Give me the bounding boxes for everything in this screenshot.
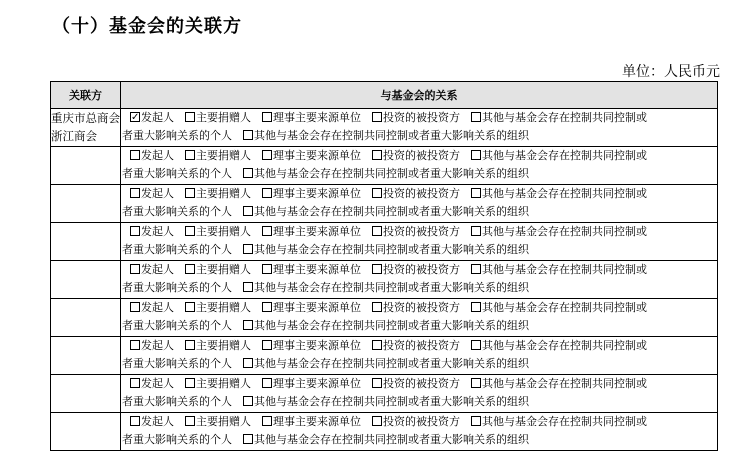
checkbox-other-organization[interactable]	[243, 244, 253, 254]
checkbox-investee[interactable]	[372, 226, 382, 236]
option-investee[interactable]	[372, 109, 460, 127]
option-label-other-organization: 其他与基金会存在控制共同控制或者重大影响关系的组织	[254, 243, 529, 256]
option-other-individual	[122, 431, 232, 449]
option-major-donor[interactable]	[185, 147, 251, 165]
checkbox-major-donor[interactable]	[185, 416, 195, 426]
option-label-major-donor: 主要捐赠人	[196, 149, 251, 162]
option-investee[interactable]	[372, 375, 460, 393]
option-investee[interactable]	[372, 299, 460, 317]
option-investee[interactable]	[372, 413, 460, 431]
option-other-organization[interactable]	[243, 165, 529, 183]
option-major-donor[interactable]	[185, 299, 251, 317]
option-label-other-organization: 其他与基金会存在控制共同控制或者重大影响关系的组织	[254, 129, 529, 142]
option-label-council-source-unit: 理事主要来源单位	[273, 415, 361, 428]
checkbox-investee[interactable]	[372, 264, 382, 274]
checkbox-founder[interactable]	[130, 226, 140, 236]
option-label-other-individual: 其他与基金会存在控制共同控制或	[482, 187, 647, 200]
related-party-name	[51, 299, 121, 337]
option-other-individual	[122, 393, 232, 411]
option-label-other-individual: 其他与基金会存在控制共同控制或	[482, 415, 647, 428]
option-label-major-donor: 主要捐赠人	[196, 187, 251, 200]
option-label-other-individual: 其他与基金会存在控制共同控制或	[482, 225, 647, 238]
option-label-investee: 投资的被投资方	[383, 187, 460, 200]
checkbox-other-individual[interactable]	[471, 340, 481, 350]
option-label-other-individual: 者重大影响关系的个人	[122, 243, 232, 256]
table-header-row	[51, 82, 718, 109]
option-label-founder: 发起人	[141, 377, 174, 390]
option-label-major-donor: 主要捐赠人	[196, 339, 251, 352]
option-other-organization[interactable]	[243, 317, 529, 335]
relationship-options	[121, 147, 718, 185]
unit-label: 单位：人民币元	[622, 64, 720, 80]
checkbox-investee[interactable]	[372, 150, 382, 160]
option-major-donor[interactable]	[185, 413, 251, 431]
option-other-individual[interactable]	[471, 337, 647, 355]
checkbox-council-source-unit[interactable]	[262, 378, 272, 388]
option-investee[interactable]	[372, 337, 460, 355]
checkbox-founder[interactable]	[130, 378, 140, 388]
option-label-other-individual: 者重大影响关系的个人	[122, 433, 232, 446]
option-label-investee: 投资的被投资方	[383, 263, 460, 276]
checkbox-other-organization[interactable]	[243, 434, 253, 444]
option-founder[interactable]	[130, 147, 174, 165]
checkbox-investee[interactable]	[372, 188, 382, 198]
table-row	[51, 109, 718, 147]
option-label-investee: 投资的被投资方	[383, 339, 460, 352]
related-party-name	[51, 375, 121, 413]
option-label-major-donor: 主要捐赠人	[196, 225, 251, 238]
option-council-source-unit[interactable]	[262, 185, 361, 203]
option-major-donor[interactable]	[185, 337, 251, 355]
option-investee[interactable]	[372, 223, 460, 241]
option-major-donor[interactable]	[185, 261, 251, 279]
option-label-major-donor: 主要捐赠人	[196, 263, 251, 276]
checkbox-other-organization[interactable]	[243, 282, 253, 292]
relationship-options	[121, 223, 718, 261]
option-other-individual[interactable]	[471, 261, 647, 279]
checkbox-founder[interactable]	[130, 416, 140, 426]
related-party-name	[51, 413, 121, 451]
option-label-council-source-unit: 理事主要来源单位	[273, 377, 361, 390]
option-founder[interactable]	[130, 337, 174, 355]
option-label-council-source-unit: 理事主要来源单位	[273, 111, 361, 124]
table-row	[51, 261, 718, 299]
checkbox-other-organization[interactable]	[243, 320, 253, 330]
option-label-council-source-unit: 理事主要来源单位	[273, 225, 361, 238]
checkbox-other-individual[interactable]	[471, 264, 481, 274]
option-other-organization[interactable]	[243, 355, 529, 373]
option-other-individual[interactable]	[471, 299, 647, 317]
checkbox-investee[interactable]	[372, 340, 382, 350]
checkbox-council-source-unit[interactable]	[262, 264, 272, 274]
option-other-individual[interactable]	[471, 147, 647, 165]
option-label-other-individual: 者重大影响关系的个人	[122, 281, 232, 294]
option-label-major-donor: 主要捐赠人	[196, 415, 251, 428]
option-label-founder: 发起人	[141, 111, 174, 124]
option-label-founder: 发起人	[141, 149, 174, 162]
option-other-individual[interactable]	[471, 375, 647, 393]
relationship-options	[121, 109, 718, 147]
checkbox-other-organization[interactable]	[243, 396, 253, 406]
related-party-name	[51, 223, 121, 261]
checkbox-major-donor[interactable]	[185, 188, 195, 198]
option-label-major-donor: 主要捐赠人	[196, 377, 251, 390]
option-other-individual	[122, 279, 232, 297]
option-label-other-individual: 其他与基金会存在控制共同控制或	[482, 339, 647, 352]
checkbox-founder[interactable]	[130, 340, 140, 350]
checkbox-other-organization[interactable]	[243, 206, 253, 216]
table-row	[51, 147, 718, 185]
checkbox-other-organization[interactable]	[243, 130, 253, 140]
option-major-donor[interactable]	[185, 375, 251, 393]
option-label-major-donor: 主要捐赠人	[196, 111, 251, 124]
option-other-organization[interactable]	[243, 241, 529, 259]
option-label-major-donor: 主要捐赠人	[196, 301, 251, 314]
option-label-other-individual: 其他与基金会存在控制共同控制或	[482, 377, 647, 390]
option-other-individual[interactable]	[471, 223, 647, 241]
relationship-options	[121, 299, 718, 337]
option-label-investee: 投资的被投资方	[383, 111, 460, 124]
option-founder[interactable]	[130, 261, 174, 279]
option-other-individual	[122, 317, 232, 335]
option-label-other-organization: 其他与基金会存在控制共同控制或者重大影响关系的组织	[254, 433, 529, 446]
checkbox-other-organization[interactable]	[243, 358, 253, 368]
checkbox-other-individual[interactable]	[471, 302, 481, 312]
related-party-name	[51, 147, 121, 185]
option-other-organization[interactable]	[243, 279, 529, 297]
relationship-options	[121, 375, 718, 413]
option-label-founder: 发起人	[141, 225, 174, 238]
option-label-founder: 发起人	[141, 339, 174, 352]
option-label-investee: 投资的被投资方	[383, 415, 460, 428]
option-council-source-unit[interactable]	[262, 147, 361, 165]
relationship-options	[121, 185, 718, 223]
option-label-council-source-unit: 理事主要来源单位	[273, 263, 361, 276]
option-founder[interactable]	[130, 413, 174, 431]
option-other-individual	[122, 127, 232, 145]
option-label-other-organization: 其他与基金会存在控制共同控制或者重大影响关系的组织	[254, 357, 529, 370]
checkbox-founder[interactable]: ✓	[131, 112, 140, 122]
option-founder[interactable]	[130, 299, 174, 317]
checkbox-other-individual[interactable]	[471, 112, 481, 122]
option-major-donor[interactable]	[185, 223, 251, 241]
checkbox-major-donor[interactable]	[185, 112, 195, 122]
checkbox-other-individual[interactable]	[471, 188, 481, 198]
checkbox-founder[interactable]	[130, 188, 140, 198]
option-other-organization[interactable]	[243, 203, 529, 221]
checkbox-other-individual[interactable]	[471, 378, 481, 388]
option-label-other-individual: 其他与基金会存在控制共同控制或	[482, 149, 647, 162]
checkbox-major-donor[interactable]	[185, 226, 195, 236]
option-label-founder: 发起人	[141, 263, 174, 276]
option-council-source-unit[interactable]	[262, 413, 361, 431]
option-label-council-source-unit: 理事主要来源单位	[273, 187, 361, 200]
checkbox-founder[interactable]	[130, 302, 140, 312]
checkbox-major-donor[interactable]	[185, 150, 195, 160]
option-label-other-individual: 者重大影响关系的个人	[122, 129, 232, 142]
checkbox-other-individual[interactable]	[471, 226, 481, 236]
checkbox-founder[interactable]	[130, 264, 140, 274]
checkbox-major-donor[interactable]	[185, 378, 195, 388]
relationship-options	[121, 261, 718, 299]
checkbox-major-donor[interactable]	[185, 264, 195, 274]
option-council-source-unit[interactable]	[262, 261, 361, 279]
option-label-investee: 投资的被投资方	[383, 225, 460, 238]
table-row	[51, 185, 718, 223]
option-label-other-individual: 者重大影响关系的个人	[122, 319, 232, 332]
option-other-individual	[122, 165, 232, 183]
option-council-source-unit[interactable]	[262, 337, 361, 355]
table-row	[51, 223, 718, 261]
header-related-party: 关联方	[51, 82, 121, 109]
option-other-organization[interactable]	[243, 431, 529, 449]
checkbox-other-individual[interactable]	[471, 416, 481, 426]
option-label-other-organization: 其他与基金会存在控制共同控制或者重大影响关系的组织	[254, 319, 529, 332]
option-label-council-source-unit: 理事主要来源单位	[273, 339, 361, 352]
checkbox-council-source-unit[interactable]	[262, 416, 272, 426]
relationship-options	[121, 413, 718, 451]
checkbox-investee[interactable]	[372, 378, 382, 388]
checkbox-other-organization[interactable]	[243, 168, 253, 178]
checkbox-major-donor[interactable]	[185, 302, 195, 312]
table-row	[51, 337, 718, 375]
related-party-name	[51, 337, 121, 375]
option-other-individual[interactable]	[471, 413, 647, 431]
checkbox-major-donor[interactable]	[185, 340, 195, 350]
option-council-source-unit[interactable]	[262, 223, 361, 241]
option-council-source-unit[interactable]	[262, 375, 361, 393]
option-label-other-individual: 者重大影响关系的个人	[122, 395, 232, 408]
checkbox-founder[interactable]	[130, 150, 140, 160]
option-label-investee: 投资的被投资方	[383, 149, 460, 162]
related-party-name	[51, 261, 121, 299]
checkbox-investee[interactable]	[372, 416, 382, 426]
option-other-individual	[122, 355, 232, 373]
option-other-individual[interactable]	[471, 109, 647, 127]
checkbox-council-source-unit[interactable]	[262, 188, 272, 198]
option-other-individual	[122, 203, 232, 221]
related-party-table	[50, 81, 718, 451]
table-row	[51, 375, 718, 413]
related-party-name: 重庆市总商会浙江商会	[51, 109, 121, 147]
section-title: （十）基金会的关联方	[52, 16, 242, 37]
option-label-other-organization: 其他与基金会存在控制共同控制或者重大影响关系的组织	[254, 205, 529, 218]
checkbox-council-source-unit[interactable]	[262, 340, 272, 350]
option-council-source-unit[interactable]	[262, 109, 361, 127]
option-label-other-organization: 其他与基金会存在控制共同控制或者重大影响关系的组织	[254, 395, 529, 408]
option-founder[interactable]	[130, 185, 174, 203]
option-council-source-unit[interactable]	[262, 299, 361, 317]
checkbox-other-individual[interactable]	[471, 150, 481, 160]
checkbox-council-source-unit[interactable]	[262, 150, 272, 160]
checkbox-council-source-unit[interactable]	[262, 112, 272, 122]
option-founder[interactable]	[130, 109, 174, 127]
option-label-other-organization: 其他与基金会存在控制共同控制或者重大影响关系的组织	[254, 167, 529, 180]
option-label-council-source-unit: 理事主要来源单位	[273, 301, 361, 314]
option-label-other-individual: 其他与基金会存在控制共同控制或	[482, 301, 647, 314]
option-label-council-source-unit: 理事主要来源单位	[273, 149, 361, 162]
checkbox-investee[interactable]	[372, 302, 382, 312]
checkbox-council-source-unit[interactable]	[262, 226, 272, 236]
option-label-founder: 发起人	[141, 415, 174, 428]
option-label-founder: 发起人	[141, 301, 174, 314]
option-other-individual[interactable]	[471, 185, 647, 203]
option-label-other-organization: 其他与基金会存在控制共同控制或者重大影响关系的组织	[254, 281, 529, 294]
option-major-donor[interactable]	[185, 109, 251, 127]
table-row	[51, 299, 718, 337]
option-other-organization[interactable]	[243, 127, 529, 145]
option-investee[interactable]	[372, 261, 460, 279]
option-label-investee: 投资的被投资方	[383, 377, 460, 390]
checkbox-investee[interactable]	[372, 112, 382, 122]
option-label-other-individual: 其他与基金会存在控制共同控制或	[482, 111, 647, 124]
option-label-other-individual: 者重大影响关系的个人	[122, 357, 232, 370]
option-other-individual	[122, 241, 232, 259]
table-row	[51, 413, 718, 451]
option-founder[interactable]	[130, 223, 174, 241]
option-founder[interactable]	[130, 375, 174, 393]
option-major-donor[interactable]	[185, 185, 251, 203]
option-label-investee: 投资的被投资方	[383, 301, 460, 314]
option-investee[interactable]	[372, 147, 460, 165]
header-relationship: 与基金会的关系	[121, 82, 718, 109]
relationship-options	[121, 337, 718, 375]
option-label-other-individual: 其他与基金会存在控制共同控制或	[482, 263, 647, 276]
option-investee[interactable]	[372, 185, 460, 203]
option-label-other-individual: 者重大影响关系的个人	[122, 167, 232, 180]
option-label-other-individual: 者重大影响关系的个人	[122, 205, 232, 218]
checkbox-council-source-unit[interactable]	[262, 302, 272, 312]
option-other-organization[interactable]	[243, 393, 529, 411]
related-party-name	[51, 185, 121, 223]
option-label-founder: 发起人	[141, 187, 174, 200]
